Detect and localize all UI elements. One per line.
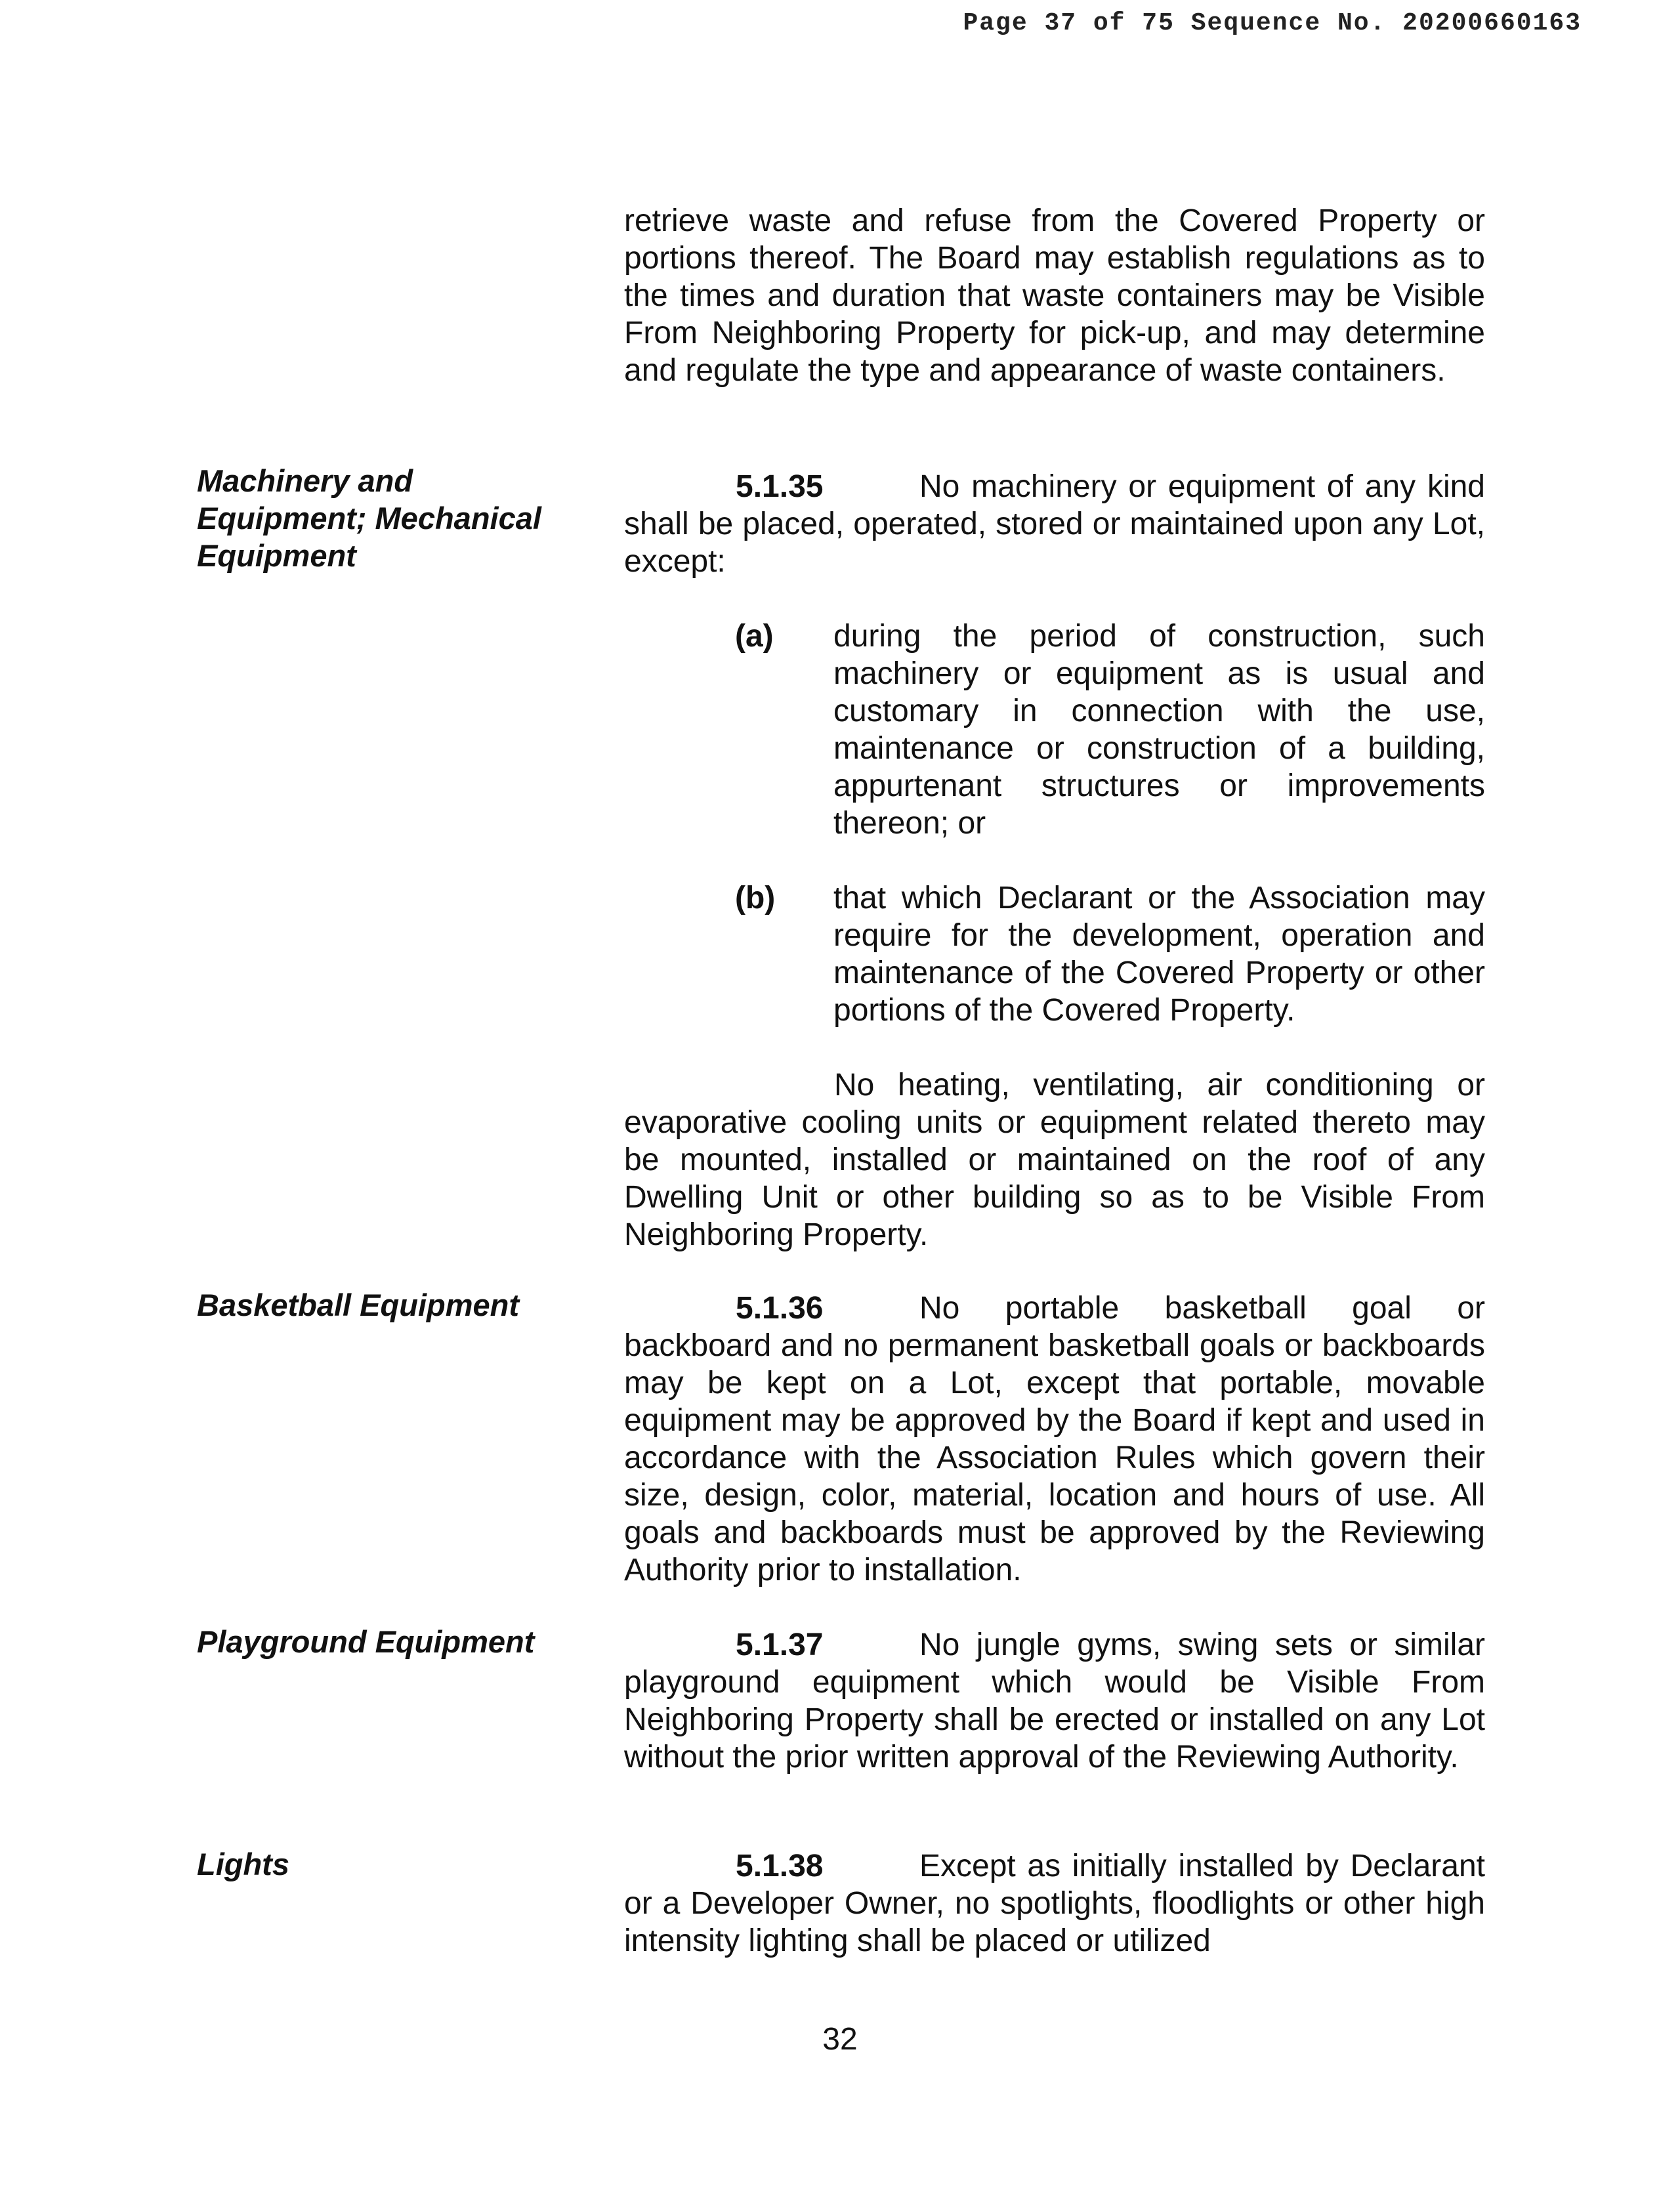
page-number: 32 bbox=[822, 2022, 858, 2057]
subitem-b bbox=[735, 879, 1485, 1029]
section-number: 5.1.36 bbox=[736, 1291, 824, 1326]
section-number: 5.1.37 bbox=[736, 1628, 824, 1662]
section-text: No machinery or equipment of any kind shall be placed, operated, stored or maintained upon any Lot, except: bbox=[624, 469, 1485, 579]
section-5-1-36 bbox=[624, 1290, 1485, 1589]
side-heading-playground: Playground Equipment bbox=[197, 1624, 535, 1659]
section-text: Except as initially installed by Declarant or a Developer Owner, no spotlights, floodlights or other high intensity lighting shall be placed or utilized bbox=[624, 1849, 1485, 1958]
subitem-label: (a) bbox=[735, 619, 774, 654]
section-5-1-38 bbox=[624, 1847, 1485, 1960]
side-heading-basketball: Basketball Equipment bbox=[197, 1288, 519, 1322]
subitem-a bbox=[735, 618, 1485, 842]
side-heading-lights: Lights bbox=[197, 1847, 289, 1881]
machinery-followup-paragraph bbox=[624, 1066, 1485, 1253]
subitem-text: during the period of construction, such machinery or equipment as is usual and customary in connection with the use, maintenance or construction of a building, appurtenant structures or improvements thereon; or bbox=[833, 619, 1485, 841]
subitem-label: (b) bbox=[735, 881, 776, 915]
section-number: 5.1.35 bbox=[736, 469, 824, 504]
section-number: 5.1.38 bbox=[736, 1849, 824, 1883]
section-text: No jungle gyms, swing sets or similar playground equipment which would be Visible From Neighboring Property shall be erected or installed on any Lot without the prior written approval of the Reviewing Authority. bbox=[624, 1628, 1485, 1774]
followup-text: No heating, ventilating, air conditioning or evaporative cooling units or equipment related thereto may be mounted, installed or maintained on the roof of any Dwelling Unit or other building so as to be Visible From Neighboring Property. bbox=[624, 1068, 1485, 1252]
section-5-1-37 bbox=[624, 1626, 1485, 1776]
subitem-text: that which Declarant or the Association may require for the development, operation and maintenance of the Covered Property or other portions of the Covered Property. bbox=[833, 881, 1485, 1028]
section-5-1-35 bbox=[624, 468, 1485, 580]
section-text: No portable basketball goal or backboard and no permanent basketball goals or backboards may be kept on a Lot, except that portable, movable equipment may be approved by the Board if kept and used in accordance with the Association Rules which govern their size, design, color, material, location and hours of use. All goals and backboards must be approved by the Reviewing Authority prior to installation. bbox=[624, 1291, 1485, 1587]
side-heading-machinery: Machinery and Equipment; Mechanical Equipment bbox=[197, 463, 541, 573]
continuation-paragraph: retrieve waste and refuse from the Covered Property or portions thereof. The Board may establish regulations as to the times and duration that waste containers may be Visible From Neighboring Property for pick-up, and may determine and regulate the type and appearance of waste containers. bbox=[624, 203, 1485, 388]
page-sequence-header: Page 37 of 75 Sequence No. 20200660163 bbox=[963, 9, 1582, 37]
